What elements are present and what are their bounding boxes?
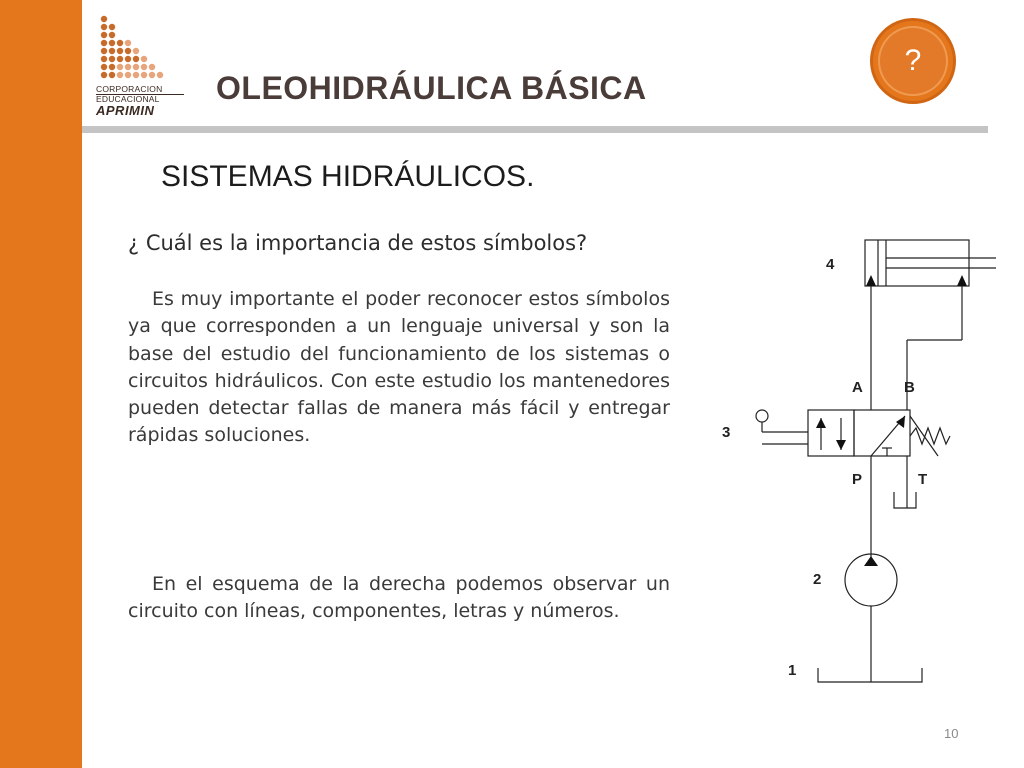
label-b: B	[904, 379, 915, 396]
header-divider	[82, 126, 988, 133]
valve-right-box	[854, 410, 910, 456]
help-icon	[878, 26, 948, 96]
paragraph-diagram-description: En el esquema de la derecha podemos observar un circuito con líneas, componentes, letras y números.	[128, 573, 670, 623]
hydraulic-circuit-diagram	[700, 230, 1010, 690]
page-title: OLEOHIDRÁULICA BÁSICA	[216, 70, 647, 106]
logo-text-corporacion: CORPORACION	[96, 84, 163, 94]
logo-text-aprimin: APRIMIN	[96, 103, 155, 118]
label-2: 2	[813, 571, 822, 588]
valve-left-box	[808, 410, 854, 456]
help-button[interactable]	[870, 18, 956, 104]
label-a: A	[852, 379, 863, 396]
lever-icon	[756, 410, 768, 422]
label-4: 4	[826, 256, 835, 273]
paragraph-importance: Es muy importante el poder reconocer estos símbolos ya que corresponden a un lenguaje universal y son la base del estudio del funcionamiento de los sistemas o circuitos hidráulicos. Con este estudio los mantenedores pueden detectar fallas de manera más fácil y entregar rápidas soluciones.	[128, 288, 670, 447]
label-p: P	[852, 471, 863, 488]
help-symbol: ?	[904, 44, 922, 77]
page-number: 10	[944, 726, 959, 741]
reservoir-icon	[818, 668, 922, 682]
label-1: 1	[788, 662, 797, 679]
left-accent-bar	[0, 0, 82, 768]
logo-text-educacional: EDUCACIONAL	[96, 94, 160, 104]
logo-dots-icon	[96, 14, 186, 82]
aprimin-logo	[96, 14, 186, 124]
slide-subtitle: SISTEMAS HIDRÁULICOS.	[161, 160, 535, 193]
label-3: 3	[722, 424, 731, 441]
tank-return-icon	[894, 492, 916, 508]
label-t: T	[918, 471, 928, 488]
slide-question: ¿ Cuál es la importancia de estos símbolos?	[128, 231, 588, 255]
spring-icon	[910, 428, 950, 444]
cylinder-body	[865, 240, 969, 286]
